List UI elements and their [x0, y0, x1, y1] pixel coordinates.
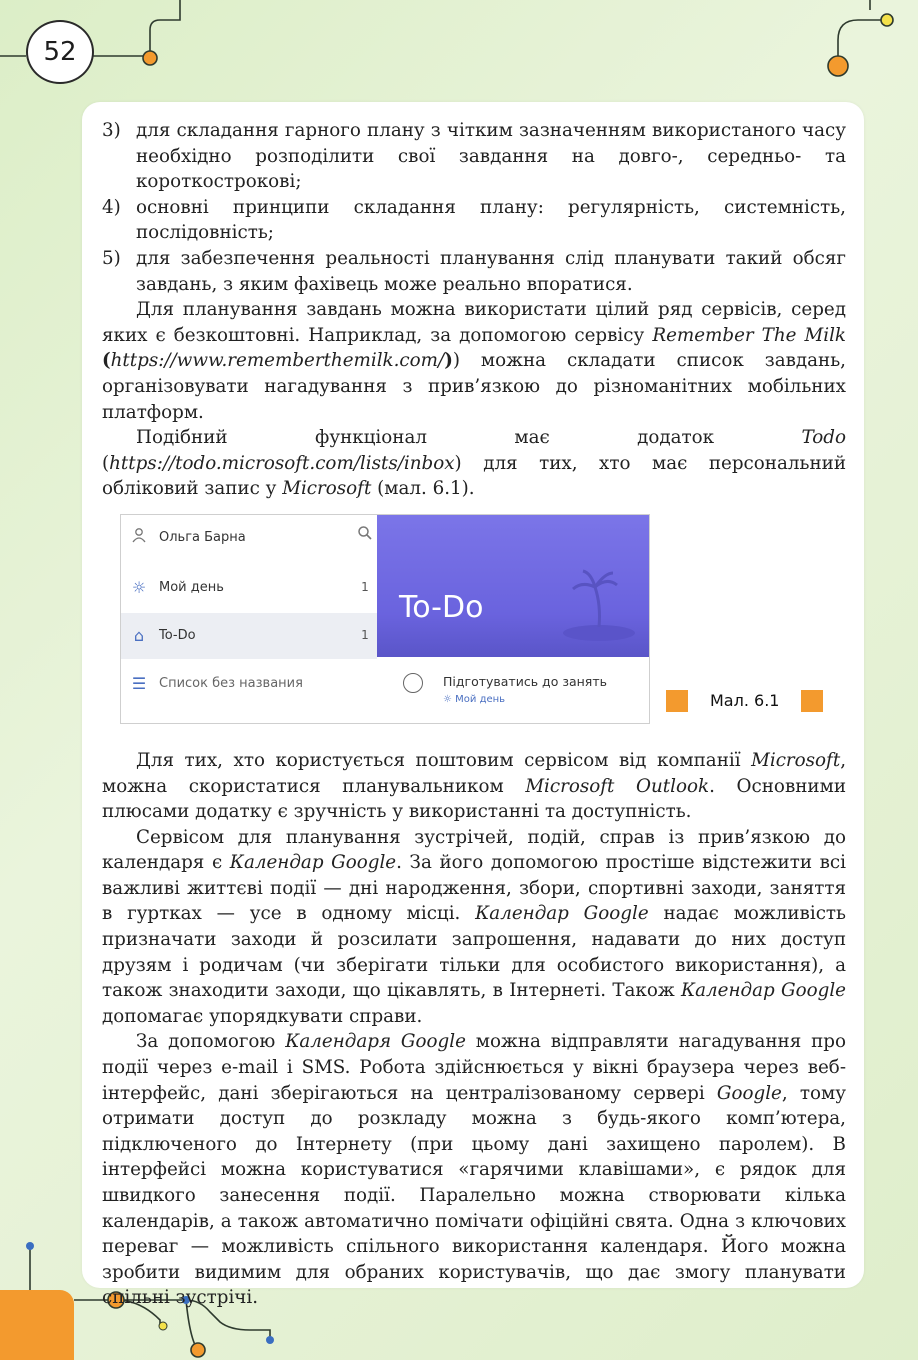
circuit-node-blue	[26, 1242, 34, 1250]
text-span: (	[102, 452, 110, 474]
circuit-node-yellow	[159, 1322, 167, 1330]
list-item	[102, 118, 846, 195]
todo-banner-title: To-Do	[399, 589, 484, 625]
service-url: https://todo.microsoft.com/lists/inbox	[109, 452, 455, 474]
caption-square-right	[801, 690, 823, 712]
task-subtitle	[443, 687, 505, 713]
sidebar-item-untitled-list	[121, 661, 377, 707]
page-content	[102, 118, 846, 1311]
service-name: Календаря Google	[285, 1031, 466, 1053]
search-icon	[353, 525, 377, 551]
text-span: ) можна складати список завдань, організовувати нагадування з прив’язкою до різноманітних мобільних платформ.	[102, 350, 846, 423]
text-span: надає можливість призначати заходи й розсилати запрошення, надавати до них доступ друзям і родичам (чи зберігати тільки для особистого використання), а також знаходити заходи, що цікавлять, в Інтернеті. Також	[102, 903, 846, 1002]
text-span: . Основними плюсами додатку є зручність у використанні та доступність.	[102, 775, 847, 823]
list-item	[102, 246, 846, 297]
text-span: ) для тих, хто має персональний обліковий запис у	[102, 452, 846, 500]
todo-user-row	[121, 515, 377, 561]
paragraph-remember-the-milk: Для планування завдань можна використати цілий ряд сервісів, серед яких є безкоштовні. Наприклад, за допомогою сервісу Remember The Milk (https://www.rememberthemilk.com/)) можна складати список завдань, організовувати нагадування з прив’язкою до різноманітних мобільних платформ.	[102, 299, 846, 423]
paragraph-google-calendar	[102, 825, 846, 1030]
text-span: , можна скористатися планувальником	[102, 749, 846, 797]
text-span: допомагає упорядкувати справи.	[102, 1005, 423, 1027]
sidebar-item-my-day	[121, 565, 377, 611]
circuit-node-blue	[266, 1336, 274, 1344]
service-name: Календар Google	[229, 852, 397, 874]
figure-caption-area	[666, 688, 823, 714]
circuit-node-orange	[143, 51, 157, 65]
list-number: 3)	[102, 120, 121, 141]
service-name: Календар Google	[680, 980, 846, 1002]
text-span: (мал. 6.1).	[371, 478, 475, 500]
todo-task-item	[377, 657, 649, 723]
todo-app-screenshot	[120, 514, 650, 724]
list-number: 5)	[102, 247, 121, 269]
figure-caption: Мал. 6.1	[710, 690, 780, 710]
list-item	[102, 195, 846, 246]
sun-icon: ☼	[443, 693, 456, 705]
user-icon	[127, 525, 151, 551]
todo-sidebar	[121, 515, 377, 723]
palm-island-icon	[377, 515, 649, 657]
task-checkbox-icon	[403, 673, 423, 693]
todo-banner	[377, 515, 649, 657]
list-number: 4)	[102, 196, 121, 218]
todo-main-panel	[377, 515, 649, 723]
sidebar-item-count: 1	[361, 580, 369, 595]
text-span: . За його допомогою простіше відстежити всі важливі життєві події — дні народження, збори, спортивні заходи, заняття в гуртках — усе в одному місці.	[102, 852, 847, 925]
sidebar-item-label: To-Do	[159, 628, 196, 644]
sidebar-item-label: Мой день	[159, 580, 224, 596]
text-span: Подібний функціонал має додаток	[136, 427, 802, 449]
figure-6-1	[102, 502, 846, 748]
service-name: Remember The Milk	[652, 324, 846, 346]
task-title: Підготуватись до занять	[443, 673, 607, 689]
service-name: Календар Google	[475, 903, 649, 925]
circuit-node-orange	[828, 56, 848, 76]
service-name: Google	[716, 1082, 782, 1104]
page-number: 52	[26, 20, 94, 84]
home-icon: ⌂	[133, 626, 145, 646]
service-name: Microsoft Outlook	[525, 775, 710, 797]
sun-icon: ☼	[131, 578, 147, 598]
caption-square-left	[666, 690, 688, 712]
list-icon: ☰	[131, 674, 147, 694]
service-name: Microsoft	[751, 749, 841, 771]
paragraph-google-calendar-features	[102, 1029, 846, 1311]
service-url: https://www.rememberthemilk.com/	[110, 350, 445, 372]
list-text: для забезпечення реальності планування слід планувати такий обсяг завдань, з яким фахівець може реально впоратися.	[136, 247, 846, 295]
corner-accent-block	[0, 1290, 74, 1360]
circuit-node-orange	[191, 1343, 205, 1357]
circuit-node-yellow	[881, 14, 893, 26]
paragraph-outlook	[102, 748, 846, 825]
list-text: для складання гарного плану з чітким зазначенням використаного часу необхідно розподілити свої завдання на довго-, середньо- та короткострокові;	[136, 120, 846, 193]
text-span: Для планування завдань можна використати цілий ряд сервісів, серед яких є безкоштовні. Наприклад, за допомогою сервісу	[102, 299, 846, 346]
text-span: Для тих, хто користується поштовим сервісом від компанії	[136, 749, 752, 771]
sidebar-item-label: Список без названия	[159, 676, 303, 692]
text-span: можна відправляти нагадування про події через e-mail і SMS. Робота здійснюється у вікні браузера через веб-інтерфейс, дані зберігаються на централізованому сервері	[102, 1031, 847, 1104]
text-span: За допомогою	[136, 1031, 286, 1053]
task-subtitle-text: Мой день	[455, 693, 506, 705]
service-name: Microsoft	[282, 478, 372, 500]
user-name: Ольга Барна	[159, 530, 246, 546]
sidebar-item-todo	[121, 613, 377, 659]
service-name: Todo	[801, 427, 846, 449]
text-span: (	[102, 350, 111, 372]
list-text: основні принципи складання плану: регулярність, системність, послідовність;	[136, 196, 846, 244]
paragraph-todo	[102, 425, 846, 502]
text-span: , тому отримати доступ до розкладу можна з будь-якого комп’ютера, підключеного до Інтернету (при цьому дані захищено паролем). В інтерфейсі можна користуватися «гарячими клавішами», є рядок для швидкого занесення події. Паралельно можна створювати кілька календарів, а також автоматично помічати офіційні свята. Одна з ключових переваг — можливість спільного використання календаря. Його можна зробити видимим для обраних користувачів, що дає змогу планувати спільні зустрічі.	[102, 1082, 847, 1309]
sidebar-item-count: 1	[361, 628, 369, 643]
text-span: Сервісом для планування зустрічей, подій, справ із прив’язкою до календаря є	[102, 826, 846, 874]
